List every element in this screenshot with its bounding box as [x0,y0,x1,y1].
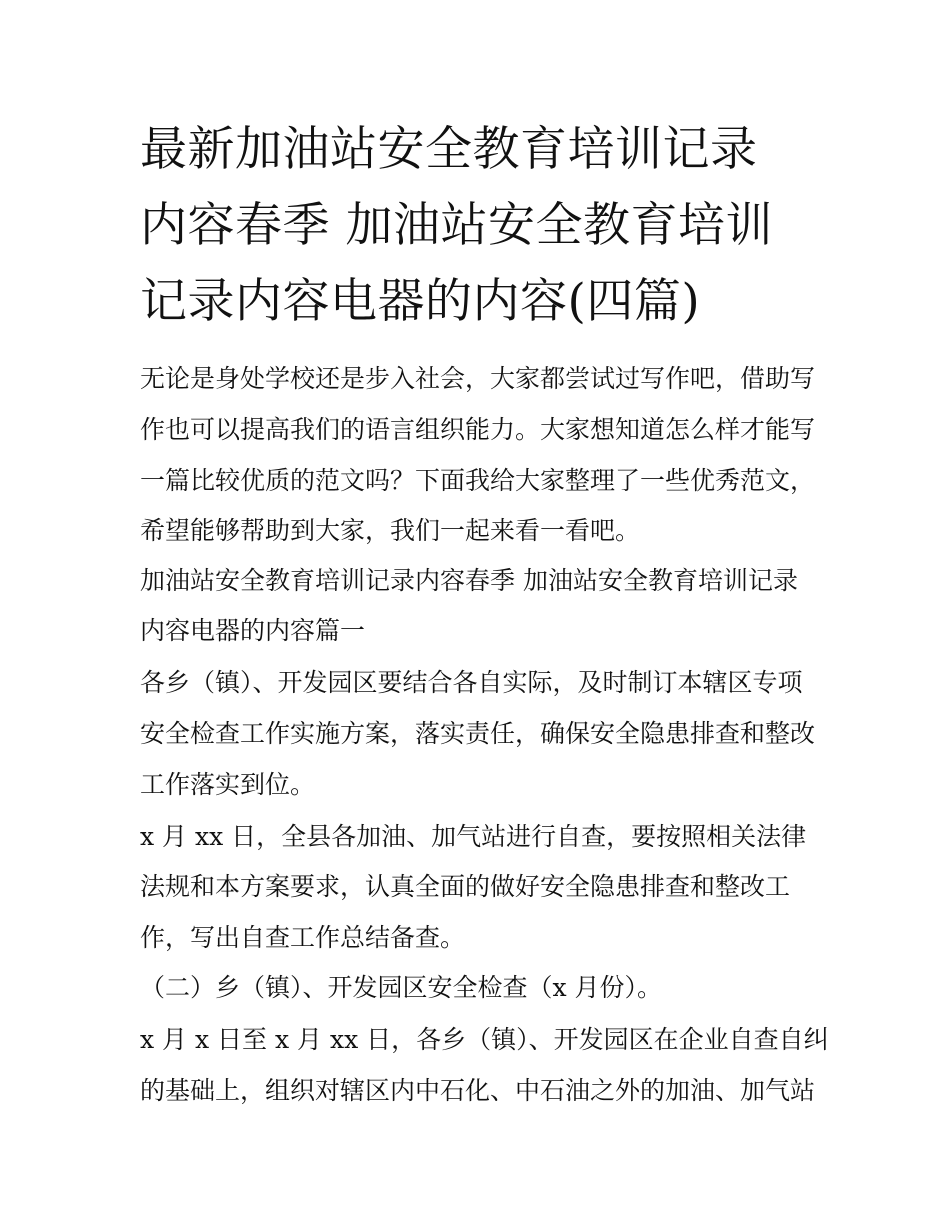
subheading: （二）乡（镇）、开发园区安全检查（x 月份）。 [140,973,663,1002]
paragraph-3-line-2: 的基础上，组织对辖区内中石化、中石油之外的加油、加气站 [140,1076,816,1105]
intro-line-2: 作也可以提高我们的语言组织能力。大家想知道怎么样才能写 [140,415,816,444]
section-heading-line-1: 加油站安全教育培训记录内容春季 加油站安全教育培训记录 [140,566,798,595]
intro-line-1: 无论是身处学校还是步入社会，大家都尝试过写作吧，借助写 [140,364,816,393]
document-title-line-2: 内容春季 加油站安全教育培训 [140,198,773,253]
paragraph-1-line-1: 各乡（镇）、开发园区要结合各自实际，及时制订本辖区专项 [140,668,803,697]
document-title-line-1: 最新加油站安全教育培训记录 [140,122,758,177]
intro-line-3: 一篇比较优质的范文吗？下面我给大家整理了一些优秀范文， [140,466,816,495]
paragraph-2-line-1: x 月 xx 日，全县各加油、加气站进行自查，要按照相关法律 [140,822,807,851]
paragraph-2-line-2: 法规和本方案要求，认真全面的做好安全隐患排查和整改工 [140,872,791,901]
paragraph-1-line-3: 工作落实到位。 [140,770,316,799]
paragraph-1-line-2: 安全检查工作实施方案，落实责任，确保安全隐患排查和整改 [140,719,816,748]
paragraph-3-line-1: x 月 x 日至 x 月 xx 日，各乡（镇）、开发园区在企业自查自纠 [140,1025,829,1054]
section-heading-line-2: 内容电器的内容篇一 [140,616,366,645]
intro-line-4: 希望能够帮助到大家，我们一起来看一看吧。 [140,516,641,545]
document-title-line-3: 记录内容电器的内容(四篇) [140,274,701,329]
paragraph-2-line-3: 作，写出自查工作总结备查。 [140,923,466,952]
